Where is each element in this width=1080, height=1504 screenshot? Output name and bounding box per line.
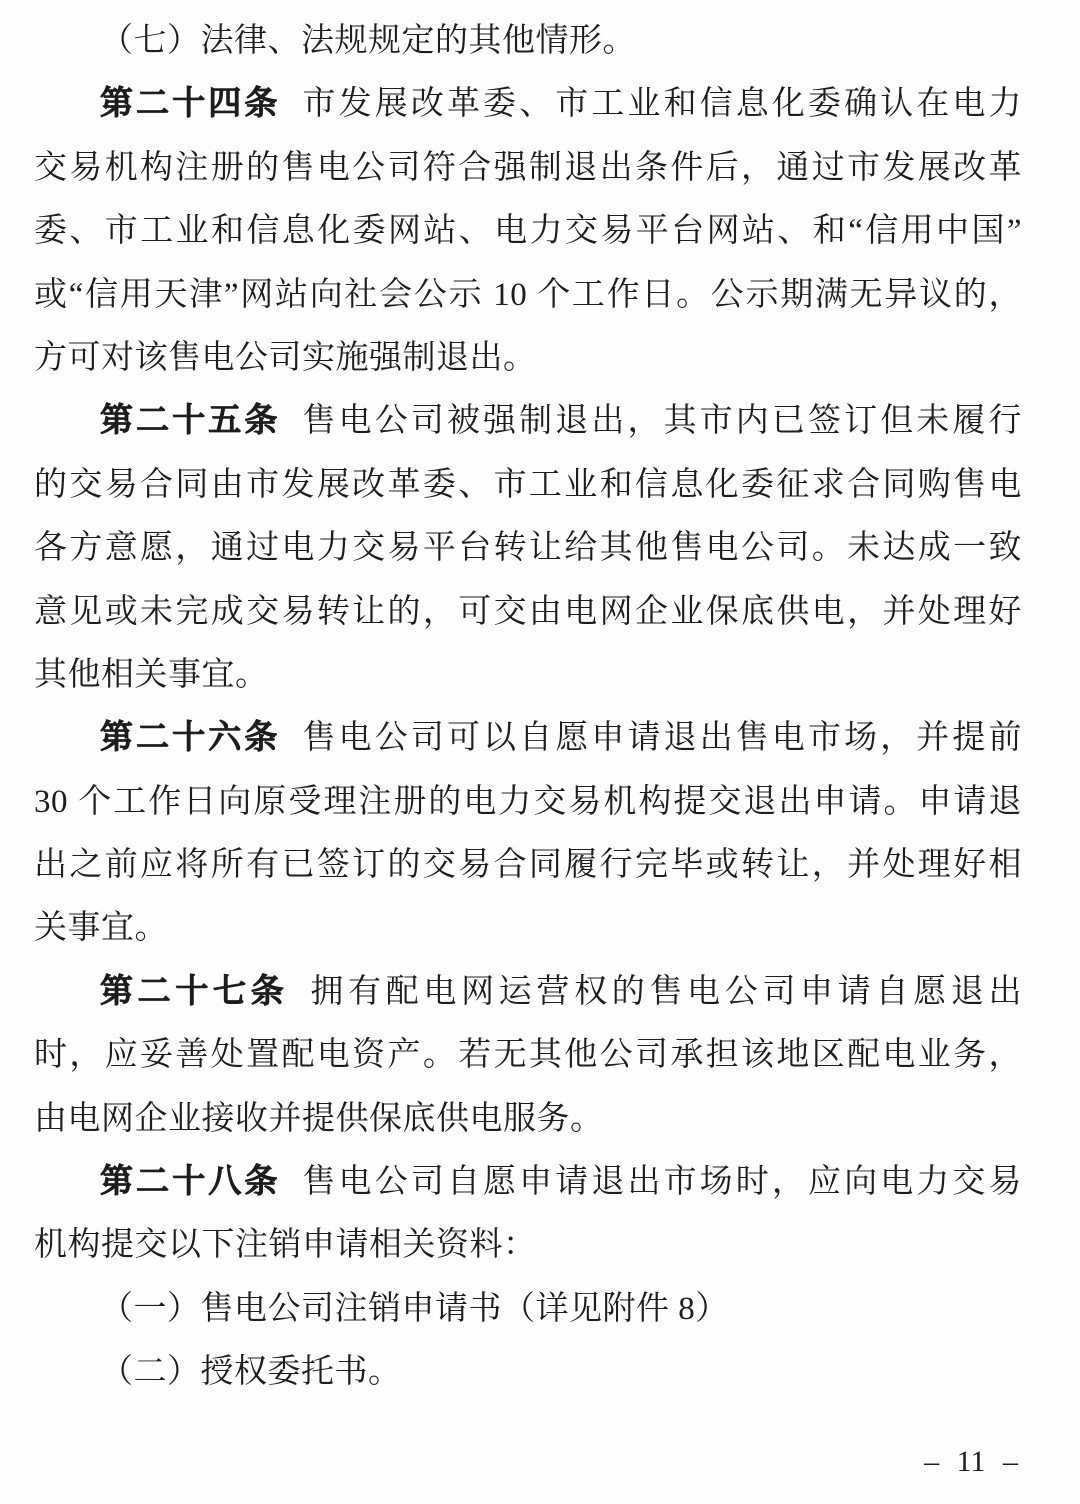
document-line: [34, 517, 1022, 580]
line-text: 售电公司被强制退出，其市内已签订但未履行: [302, 403, 1023, 440]
document-line: [34, 834, 1022, 897]
document-line: [34, 707, 1022, 770]
line-text: 售电公司自愿申请退出市场时，应向电力交易: [302, 1164, 1023, 1201]
document-line: [34, 1278, 1022, 1341]
line-text: 市发展改革委、市工业和信息化委确认在电力: [302, 86, 1023, 123]
document-line: [34, 137, 1022, 200]
line-text: 委、市工业和信息化委网站、电力交易平台网站、和“信用中国”: [34, 213, 1022, 250]
line-text: （一）售电公司注销申请书（详见附件 8）: [100, 1290, 729, 1327]
document-line: [34, 73, 1022, 136]
document-line: [34, 1214, 1022, 1277]
line-text: 出之前应将所有已签订的交易合同履行完毕或转让，并处理好相: [34, 847, 1022, 884]
article-number: 第二十六条: [100, 720, 281, 757]
document-line: [34, 897, 1022, 960]
line-text: 各方意愿，通过电力交易平台转让给其他售电公司。未达成一致: [34, 530, 1022, 567]
line-text: 30 个工作日向原受理注册的电力交易机构提交退出申请。申请退: [34, 783, 1022, 820]
line-text: 拥有配电网运营权的售电公司申请自愿退出: [310, 973, 1023, 1010]
line-text: （二）授权委托书。: [100, 1354, 402, 1391]
line-text: 其他相关事宜。: [34, 656, 269, 693]
document-line: [34, 1341, 1022, 1404]
line-text: 意见或未完成交易转让的，可交由电网企业保底供电，并处理好: [34, 593, 1022, 630]
document-line: [34, 644, 1022, 707]
line-text: 关事宜。: [34, 910, 168, 947]
line-text: 售电公司可以自愿申请退出售电市场，并提前: [302, 720, 1023, 757]
document-line: [34, 327, 1022, 390]
line-text: 交易机构注册的售电公司符合强制退出条件后，通过市发展改革: [34, 149, 1022, 186]
line-text: 由电网企业接收并提供保底供电服务。: [34, 1100, 604, 1137]
document-line: [34, 771, 1022, 834]
line-text: 方可对该售电公司实施强制退出。: [34, 339, 537, 376]
article-number: 第二十四条: [100, 86, 281, 123]
document-line: [34, 1088, 1022, 1151]
document-line: [34, 581, 1022, 644]
document-line: [34, 961, 1022, 1024]
article-number: 第二十五条: [100, 403, 281, 440]
line-text: 的交易合同由市发展改革委、市工业和信息化委征求合同购售电: [34, 466, 1022, 503]
line-text: 机构提交以下注销申请相关资料：: [34, 1227, 537, 1264]
document-line: [34, 264, 1022, 327]
line-text: 时，应妥善处置配电资产。若无其他公司承担该地区配电业务，: [34, 1037, 1022, 1074]
page-number: – 11 –: [924, 1445, 1018, 1478]
line-text: 或“信用天津”网站向社会公示 10 个工作日。公示期满无异议的，: [34, 276, 1022, 313]
article-number: 第二十七条: [100, 973, 289, 1010]
document-line: [34, 1024, 1022, 1087]
document-line: [34, 200, 1022, 263]
document-line: [34, 454, 1022, 517]
document-line: [34, 10, 1022, 73]
article-number: 第二十八条: [100, 1164, 281, 1201]
line-text: （七）法律、法规规定的其他情形。: [100, 23, 636, 59]
document-line: [34, 390, 1022, 453]
document-line: [34, 1151, 1022, 1214]
